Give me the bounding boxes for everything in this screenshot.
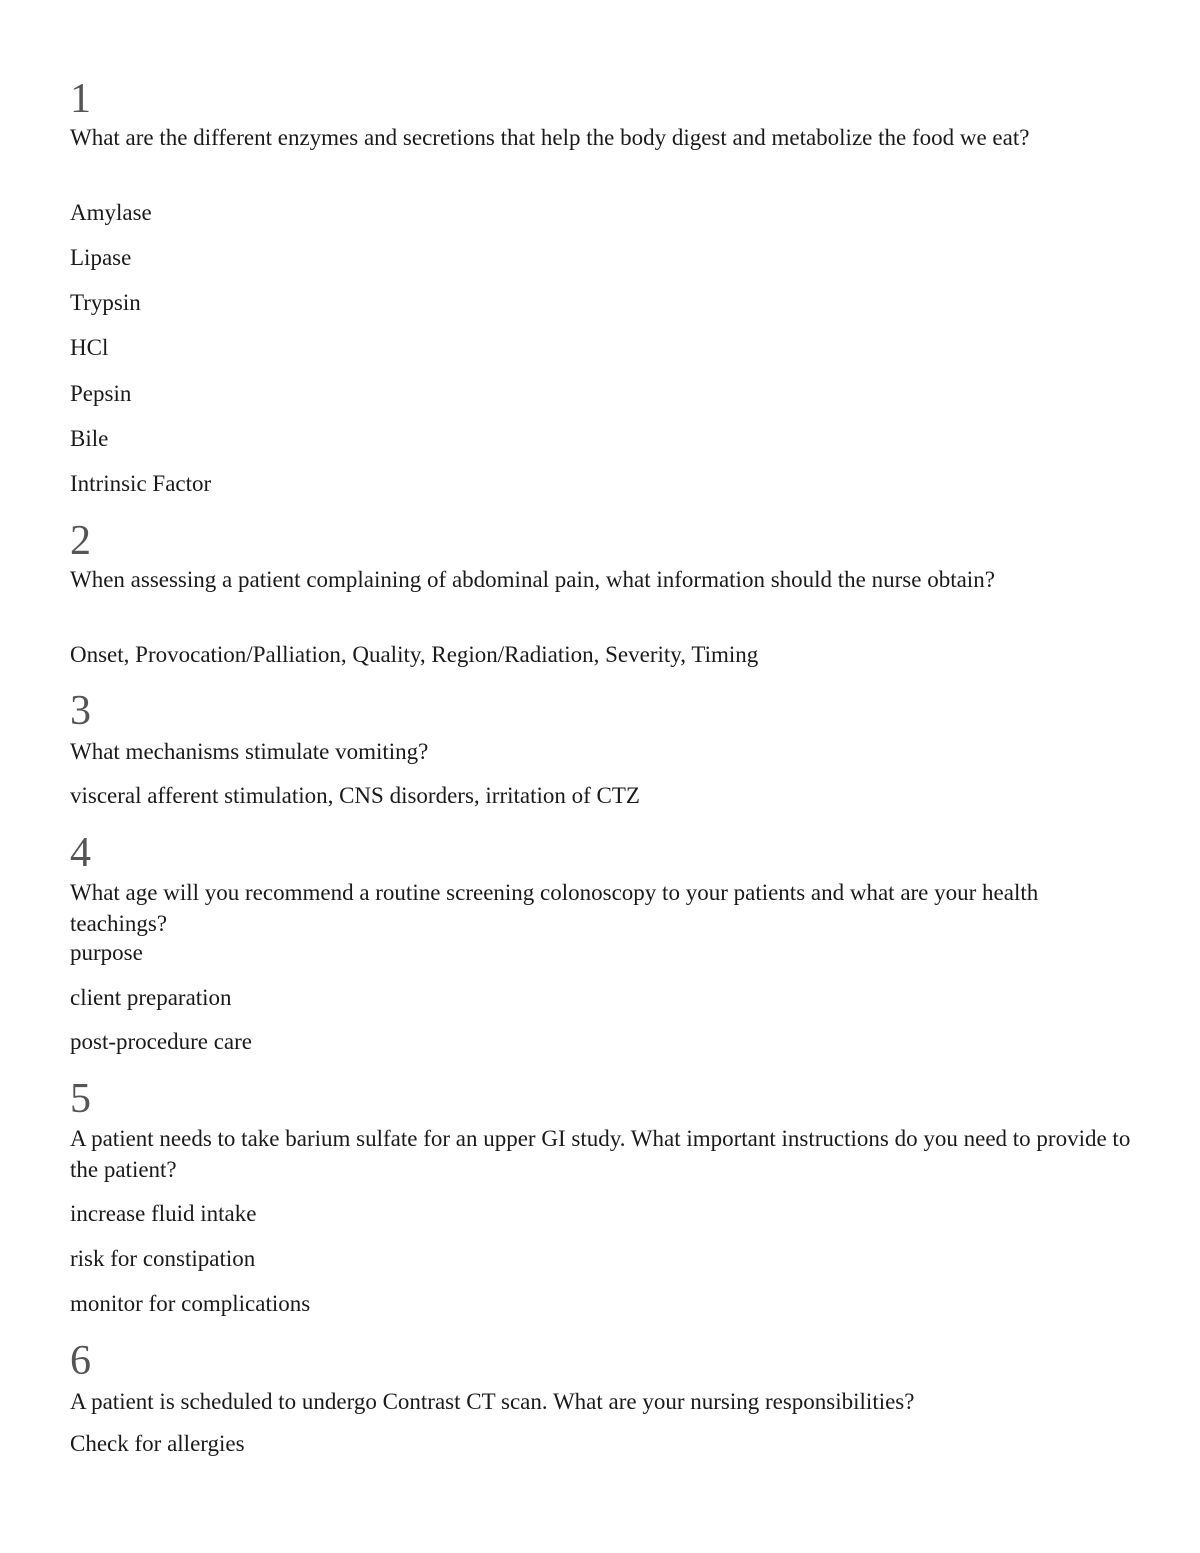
- question-number: 2: [70, 518, 91, 564]
- question-number: 6: [70, 1338, 91, 1384]
- question-text: A patient is scheduled to undergo Contrast CT scan. What are your nursing responsibilities?: [70, 1389, 915, 1414]
- answer-item: Trypsin: [70, 290, 141, 315]
- question-number: 3: [70, 688, 91, 734]
- question-number: 5: [70, 1076, 91, 1122]
- answer-item: increase fluid intake: [70, 1201, 257, 1226]
- answer-item: Check for allergies: [70, 1431, 245, 1456]
- answer-item: HCl: [70, 335, 109, 360]
- answer-item: Intrinsic Factor: [70, 471, 212, 496]
- answer-item: Amylase: [70, 200, 152, 225]
- answer-item: Bile: [70, 426, 109, 451]
- question-number: 1: [70, 76, 91, 122]
- answer-item: purpose: [70, 940, 143, 965]
- question-text: A patient needs to take barium sulfate for an upper GI study. What important instructions do you need to provide to the patient?: [70, 1126, 1131, 1182]
- answer-item: Onset, Provocation/Palliation, Quality, Region/Radiation, Severity, Timing: [70, 642, 759, 667]
- question-text: When assessing a patient complaining of abdominal pain, what information should the nurse obtain?: [70, 567, 995, 592]
- answer-item: Pepsin: [70, 381, 132, 406]
- answer-item: risk for constipation: [70, 1246, 256, 1271]
- answer-item: post-procedure care: [70, 1029, 252, 1054]
- question-number: 4: [70, 830, 91, 876]
- answer-item: visceral afferent stimulation, CNS disorders, irritation of CTZ: [70, 783, 640, 808]
- question-text: What are the different enzymes and secretions that help the body digest and metabolize the food we eat?: [70, 125, 1030, 150]
- answer-item: Lipase: [70, 245, 132, 270]
- answer-item: monitor for complications: [70, 1291, 311, 1316]
- answer-item: client preparation: [70, 985, 232, 1010]
- question-text: What mechanisms stimulate vomiting?: [70, 739, 429, 764]
- question-text: What age will you recommend a routine screening colonoscopy to your patients and what are your health teachings?: [70, 880, 1039, 936]
